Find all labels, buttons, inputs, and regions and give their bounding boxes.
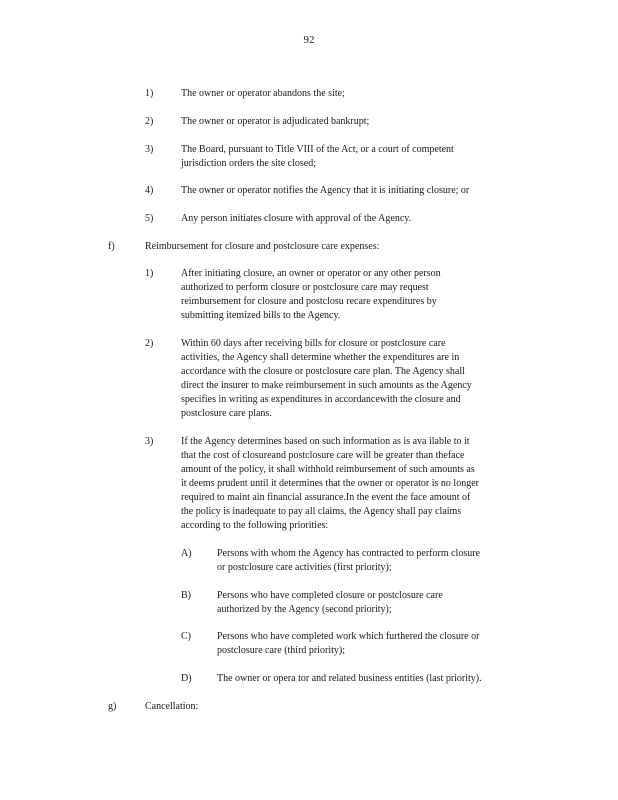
list-item-text: If the Agency determines based on such information as is ava ilable to it bbox=[181, 436, 470, 447]
section-heading: Reimbursement for closure and postclosure care expenses: bbox=[145, 241, 380, 252]
priority-text: The owner or opera tor and related business entities (last priority). bbox=[217, 673, 482, 684]
priority-label: A) bbox=[181, 548, 192, 559]
list-item-number: 3) bbox=[145, 144, 154, 155]
list-item-text: accordance with the closure or postclosure care plan. The Agency shall bbox=[181, 366, 465, 377]
list-item-number: 2) bbox=[145, 338, 154, 349]
priority-text: postclosure care (third priority); bbox=[217, 645, 346, 656]
priority-label: B) bbox=[181, 590, 191, 601]
list-item-text: Within 60 days after receiving bills for closure or postclosure care bbox=[181, 338, 446, 349]
priority-text: Persons who have completed closure or postclosure care bbox=[217, 590, 443, 601]
list-item-number: 2) bbox=[145, 116, 154, 127]
list-item-text: the policy is inadequate to pay all claims, the Agency shall pay claims bbox=[181, 506, 462, 517]
list-item-text: jurisdiction orders the site closed; bbox=[181, 158, 316, 169]
list-item-text: according to the following priorities: bbox=[181, 520, 329, 531]
list-item-text: submitting itemized bills to the Agency. bbox=[181, 310, 341, 321]
list-item-text: The owner or operator is adjudicated bankrupt; bbox=[181, 116, 370, 127]
page-number: 92 bbox=[303, 34, 315, 46]
list-item-text: The owner or operator notifies the Agency that it is initiating closure; or bbox=[181, 185, 470, 196]
list-item-text: The Board, pursuant to Title VIII of the Act, or a court of competent bbox=[181, 144, 454, 155]
list-item-number: 1) bbox=[145, 268, 154, 279]
priority-label: C) bbox=[181, 631, 191, 642]
list-item-number: 5) bbox=[145, 213, 154, 224]
priority-text: Persons with whom the Agency has contracted to perform closure bbox=[217, 548, 480, 559]
list-item-text: required to maint ain financial assurance.In the event the face amount of bbox=[181, 492, 471, 503]
priority-text: or postclosure care activities (first priority); bbox=[217, 562, 392, 573]
list-item-number: 3) bbox=[145, 436, 154, 447]
list-item-text: The owner or operator abandons the site; bbox=[181, 88, 345, 99]
list-item-text: postclosure care plans. bbox=[181, 408, 272, 419]
list-item-number: 1) bbox=[145, 88, 154, 99]
list-item-text: it deems prudent until it determines that the owner or operator is no longer bbox=[181, 478, 479, 489]
priority-text: authorized by the Agency (second priority); bbox=[217, 604, 392, 615]
priority-text: Persons who have completed work which furthered the closure or bbox=[217, 631, 480, 642]
list-item-text: activities, the Agency shall determine whether the expenditures are in bbox=[181, 352, 460, 363]
section-label: f) bbox=[108, 241, 115, 252]
list-item-text: direct the insurer to make reimbursement in such amounts as the Agency bbox=[181, 380, 472, 391]
list-item-text: that the cost of closureand postclosure care will be greater than theface bbox=[181, 450, 465, 461]
section-heading: Cancellation: bbox=[145, 701, 199, 712]
section-label: g) bbox=[108, 701, 117, 712]
list-item-text: amount of the policy, it shall withhold reimbursement of such amounts as bbox=[181, 464, 475, 475]
list-item-text: authorized to perform closure or postclosure care may request bbox=[181, 282, 429, 293]
list-item-number: 4) bbox=[145, 185, 154, 196]
list-item-text: After initiating closure, an owner or operator or any other person bbox=[181, 268, 441, 279]
list-item-text: Any person initiates closure with approval of the Agency. bbox=[181, 213, 412, 224]
priority-label: D) bbox=[181, 673, 192, 684]
list-item-text: reimbursement for closure and postclosu recare expenditures by bbox=[181, 296, 437, 307]
list-item-text: specifies in writing as expenditures in accordancewith the closure and bbox=[181, 394, 461, 405]
